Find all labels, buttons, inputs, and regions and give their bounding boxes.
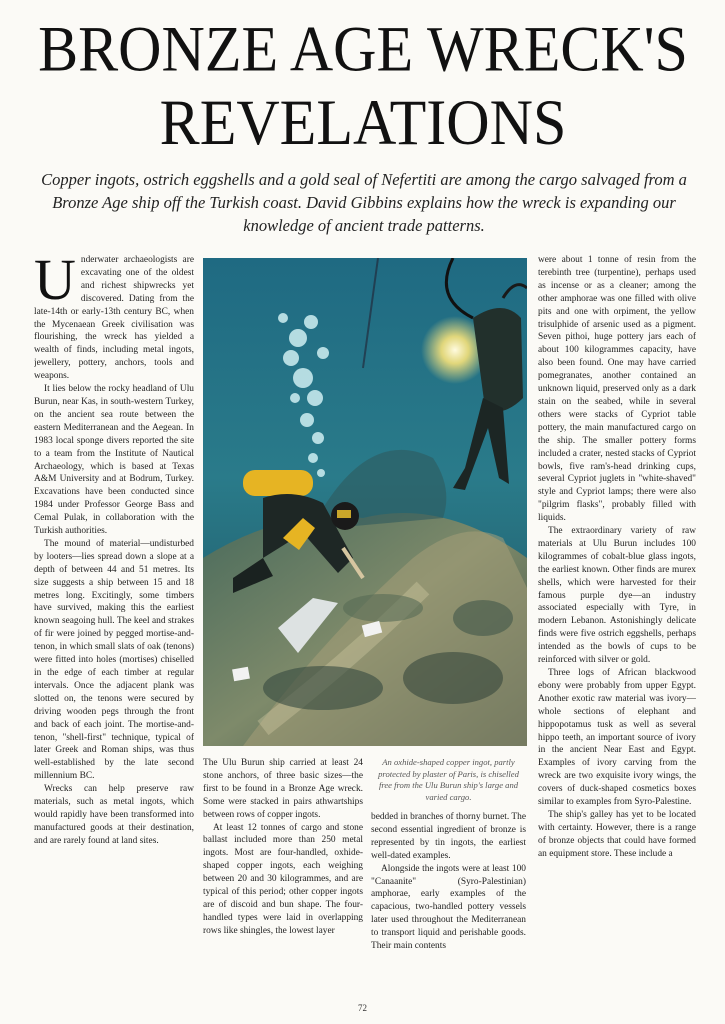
photo-caption: An oxhide-shaped copper ingot, partly protected by plaster of Paris, is chiselled free from the Ulu Burun ship's large and varied cargo. [378, 757, 519, 802]
underwater-excavation-photo [203, 258, 527, 746]
photo-illustration [203, 258, 527, 746]
text-column-3 [371, 757, 526, 1007]
paragraph: bedded in branches of thorny burnet. The second essential ingredient of bronze is represented by tin ingots, the earliest well-dated examples. [371, 812, 526, 861]
paragraph: It lies below the rocky headland of Ulu Burun, near Kas, in south-western Turkey, on the ancient sea route between the eastern Mediterranean and the Aegean. In 1983 local sponge divers reported the site to a team from the Institute of Nautical Archaeology, which is based at Texas A&M University and at Bodrum, Turkey. Excavations have been conducted since 1984 under Professor George Bass and Cemal Pulak, in collaboration with the Turkish authorities. [34, 384, 194, 537]
text-column-1 [34, 254, 194, 1006]
paragraph: At least 12 tonnes of cargo and stone ballast included more than 250 metal ingots. Most are four-handled, oxhide-shaped copper ingots, each weighing between 20 and 30 kilogrammes, and are typical of this period; other copper ingots are of discoid and bun shape. The four-handled types were laid in overlapping rows like shingles, the lowest layer [203, 822, 363, 936]
paragraph: Wrecks can help preserve raw materials, such as metal ingots, which would rapidly have been transformed into manufactured goods at their destination, and are rarely found at land sites. [34, 784, 194, 846]
paragraph: were about 1 tonne of resin from the terebinth tree (turpentine), perhaps used as incense or as a cleaner; among the other amphorae was one filled with olive pits and one with orpiment, the yellow trisulphide of arsenic used as a pigment. Seven pithoi, huge pottery jars each of about 100 kilogrammes capacity, have also been found. One may have carried pomegranates, another contained an unknown liquid, preserved only as a dark stain on the seabed, while in several others were stacks of Cypriot table pottery, the main manufactured cargo on the ship. The smaller pottery forms included a crater, nested stacks of Cypriot bowls, five ram's-head drinking cups, several Cypriot juglets in "white-shaved" style and Cypriot lamps; there were also "pilgrim flasks", probably filled with liquids. [538, 255, 696, 524]
article-title: BRONZE AGE WRECK'S REVELATIONS [38, 13, 688, 158]
paragraph: The ship's galley has yet to be located with certainty. However, there is a range of bronze objects that could have formed an equipment store. These include a [538, 809, 696, 859]
paragraph: The Ulu Burun ship carried at least 24 stone anchors, of three basic sizes—the first to be found in a Bronze Age wreck. Some were stacked in pairs athwartships between rows of copper ingots. [203, 758, 363, 820]
text-column-2 [203, 757, 363, 1007]
drop-cap: U [34, 254, 76, 312]
article-standfirst: Copper ingots, ostrich eggshells and a gold seal of Nefertiti are among the cargo salvaged from a Bronze Age ship off the Turkish coast. David Gibbins explains how the wreck is expanding our knowledge of ancient trade patterns. [41, 170, 687, 235]
paragraph: The extraordinary variety of raw materials at Ulu Burun includes 100 kilogrammes of cobalt-blue glass ingots, the earliest known. Other finds are murex shells, which were harvested for their famous purple dye—an industry associated especially with Tyre, in modern Lebanon. Astonishingly delicate finds were five ostrich eggshells, perhaps intended as the bowls of cups to be reinforced with silver or gold. [538, 526, 696, 666]
paragraph: Underwater archaeologists are excavating one of the oldest and richest shipwrecks yet discovered. Dating from the late-14th or early-13th century BC, when the Mycenaean Greek civilisation was flourishing, the wreck has yielded a wealth of finds, including metal ingots, jewellery, pottery, anchors, tools and weapons. [34, 254, 194, 382]
text-column-4 [538, 254, 696, 1006]
paragraph: Three logs of African blackwood ebony were probably from upper Egypt. Another exotic raw material was ivory—whole sections of elephant and hippopotamus tusk as well as several hippo teeth, an important source of ivory in the ancient Near East and Egypt. Examples of ivory carving from the wreck are two exquisite ivory wings, the covers of duck-shaped cosmetics boxes similar to examples from Syro-Palestine. [538, 668, 696, 808]
page-number: 72 [358, 1003, 367, 1013]
paragraph: Alongside the ingots were at least 100 "Canaanite" (Syro-Palestinian) amphorae, early examples of the capacious, two-handled pottery vessels later used throughout the Mediterranean to transport liquid and perishable goods. Their main contents [371, 863, 526, 952]
paragraph: The mound of material—undisturbed by looters—lies spread down a slope at a depth of between 44 and 51 metres. Its size suggests a ship between 15 and 18 metres long. Excitingly, some timbers have survived, making this the earliest known seagoing hull. The keel and strakes of fir were joined by pegged mortise-and-tenon, in which small slats of oak (tenons) were fitted into holes (mortises) chiselled in the edge of each timber at regular intervals. Once the adjacent plank was slotted on, the tenons were secured by driving wooden pegs through the front and back of each joint. The mortise-and-tenon, "shell-first" technique, typical of later Greek and Roman ships, was thus well-established by the late second millennium BC. [34, 538, 194, 782]
